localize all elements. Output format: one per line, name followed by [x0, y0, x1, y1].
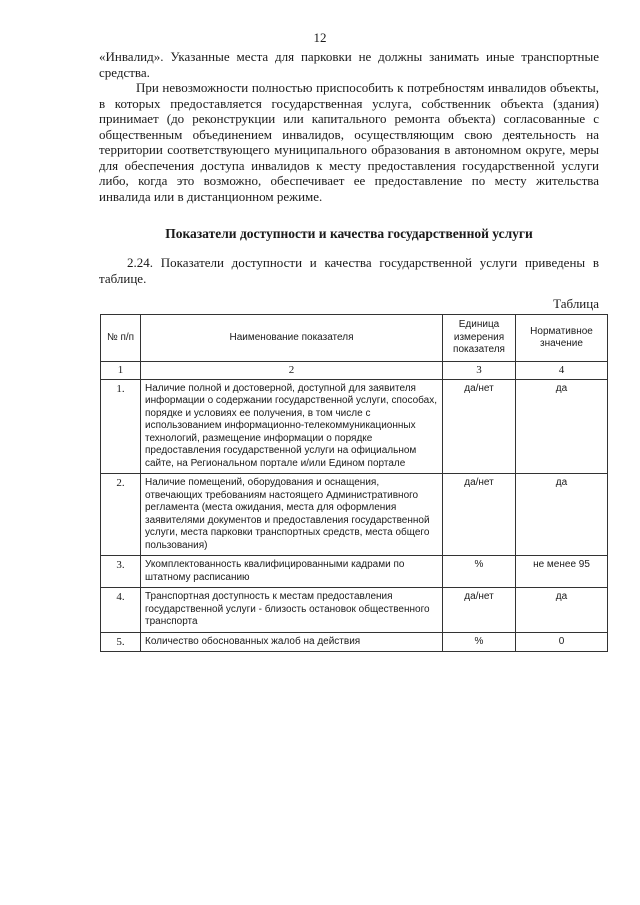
- row-num: 2.: [101, 474, 141, 556]
- table-row: [101, 588, 608, 633]
- row-value: не менее 95: [516, 556, 608, 588]
- row-unit: да/нет: [443, 379, 516, 474]
- row-num: 5.: [101, 632, 141, 652]
- table-row: [101, 556, 608, 588]
- header-name: Наименование показателя: [141, 315, 443, 362]
- page-number: 12: [313, 30, 327, 45]
- row-unit: %: [443, 632, 516, 652]
- row-num: 3.: [101, 556, 141, 588]
- row-name: Транспортная доступность к местам предоставления государственной услуги - близость остановок общественного транспорта: [141, 588, 443, 633]
- table-caption: Таблица: [553, 296, 599, 311]
- table-row: [101, 632, 608, 652]
- column-number: 4: [516, 362, 608, 380]
- table-header-row: [101, 315, 608, 362]
- row-value: да: [516, 474, 608, 556]
- row-name: Наличие полной и достоверной, доступной для заявителя информации о содержании государственной услуги, способах, порядке и условиях ее получения, в том числе с использованием информационно-телекоммуникационных технологий, размещение информации о порядке предоставления государственной услуги на официальном сайте, на Региональном портале и/или Едином портале: [141, 379, 443, 474]
- column-number: 3: [443, 362, 516, 380]
- row-unit: да/нет: [443, 588, 516, 633]
- column-number: 2: [141, 362, 443, 380]
- header-num: № п/п: [101, 315, 141, 362]
- row-value: да: [516, 588, 608, 633]
- header-value: Нормативное значение: [516, 315, 608, 362]
- row-value: 0: [516, 632, 608, 652]
- column-numbers-row: [101, 362, 608, 380]
- row-num: 4.: [101, 588, 141, 633]
- row-unit: да/нет: [443, 474, 516, 556]
- paragraph-parking: «Инвалид». Указанные места для парковки не должны занимать иные транспортные средства.: [99, 49, 599, 80]
- paragraph-2-24: 2.24. Показатели доступности и качества государственной услуги приведены в таблице.: [99, 255, 599, 286]
- row-name: Укомплектованность квалифицированными кадрами по штатному расписанию: [141, 556, 443, 588]
- row-num: 1.: [101, 379, 141, 474]
- row-name: Наличие помещений, оборудования и оснащения, отвечающих требованиям настоящего Административного регламента (места ожидания, места для оформления заявителями документов и предоставления государственной услуги, места парковки транспортных средств, места общего пользования): [141, 474, 443, 556]
- column-number: 1: [101, 362, 141, 380]
- header-unit: Единица измерения показателя: [443, 315, 516, 362]
- row-value: да: [516, 379, 608, 474]
- table-row: [101, 379, 608, 474]
- row-name: Количество обоснованных жалоб на действия: [141, 632, 443, 652]
- section-heading: Показатели доступности и качества государственной услуги: [165, 226, 533, 241]
- table-row: [101, 474, 608, 556]
- paragraph-accessibility: При невозможности полностью приспособить к потребностям инвалидов объекты, в которых предоставляется государственная услуга, собственник объекта (здания) принимает (до реконструкции или капитального ремонта объекта) согласованные с общественным объединением инвалидов, осуществляющим свою деятельность на территории соответствующего муниципального образования в автономном округе, меры для обеспечения доступа инвалидов к месту предоставления государственной услуги либо, когда это возможно, обеспечивает ее предоставление по месту жительства инвалида или в дистанционном режиме.: [99, 80, 599, 204]
- row-unit: %: [443, 556, 516, 588]
- indicators-table: [100, 314, 608, 652]
